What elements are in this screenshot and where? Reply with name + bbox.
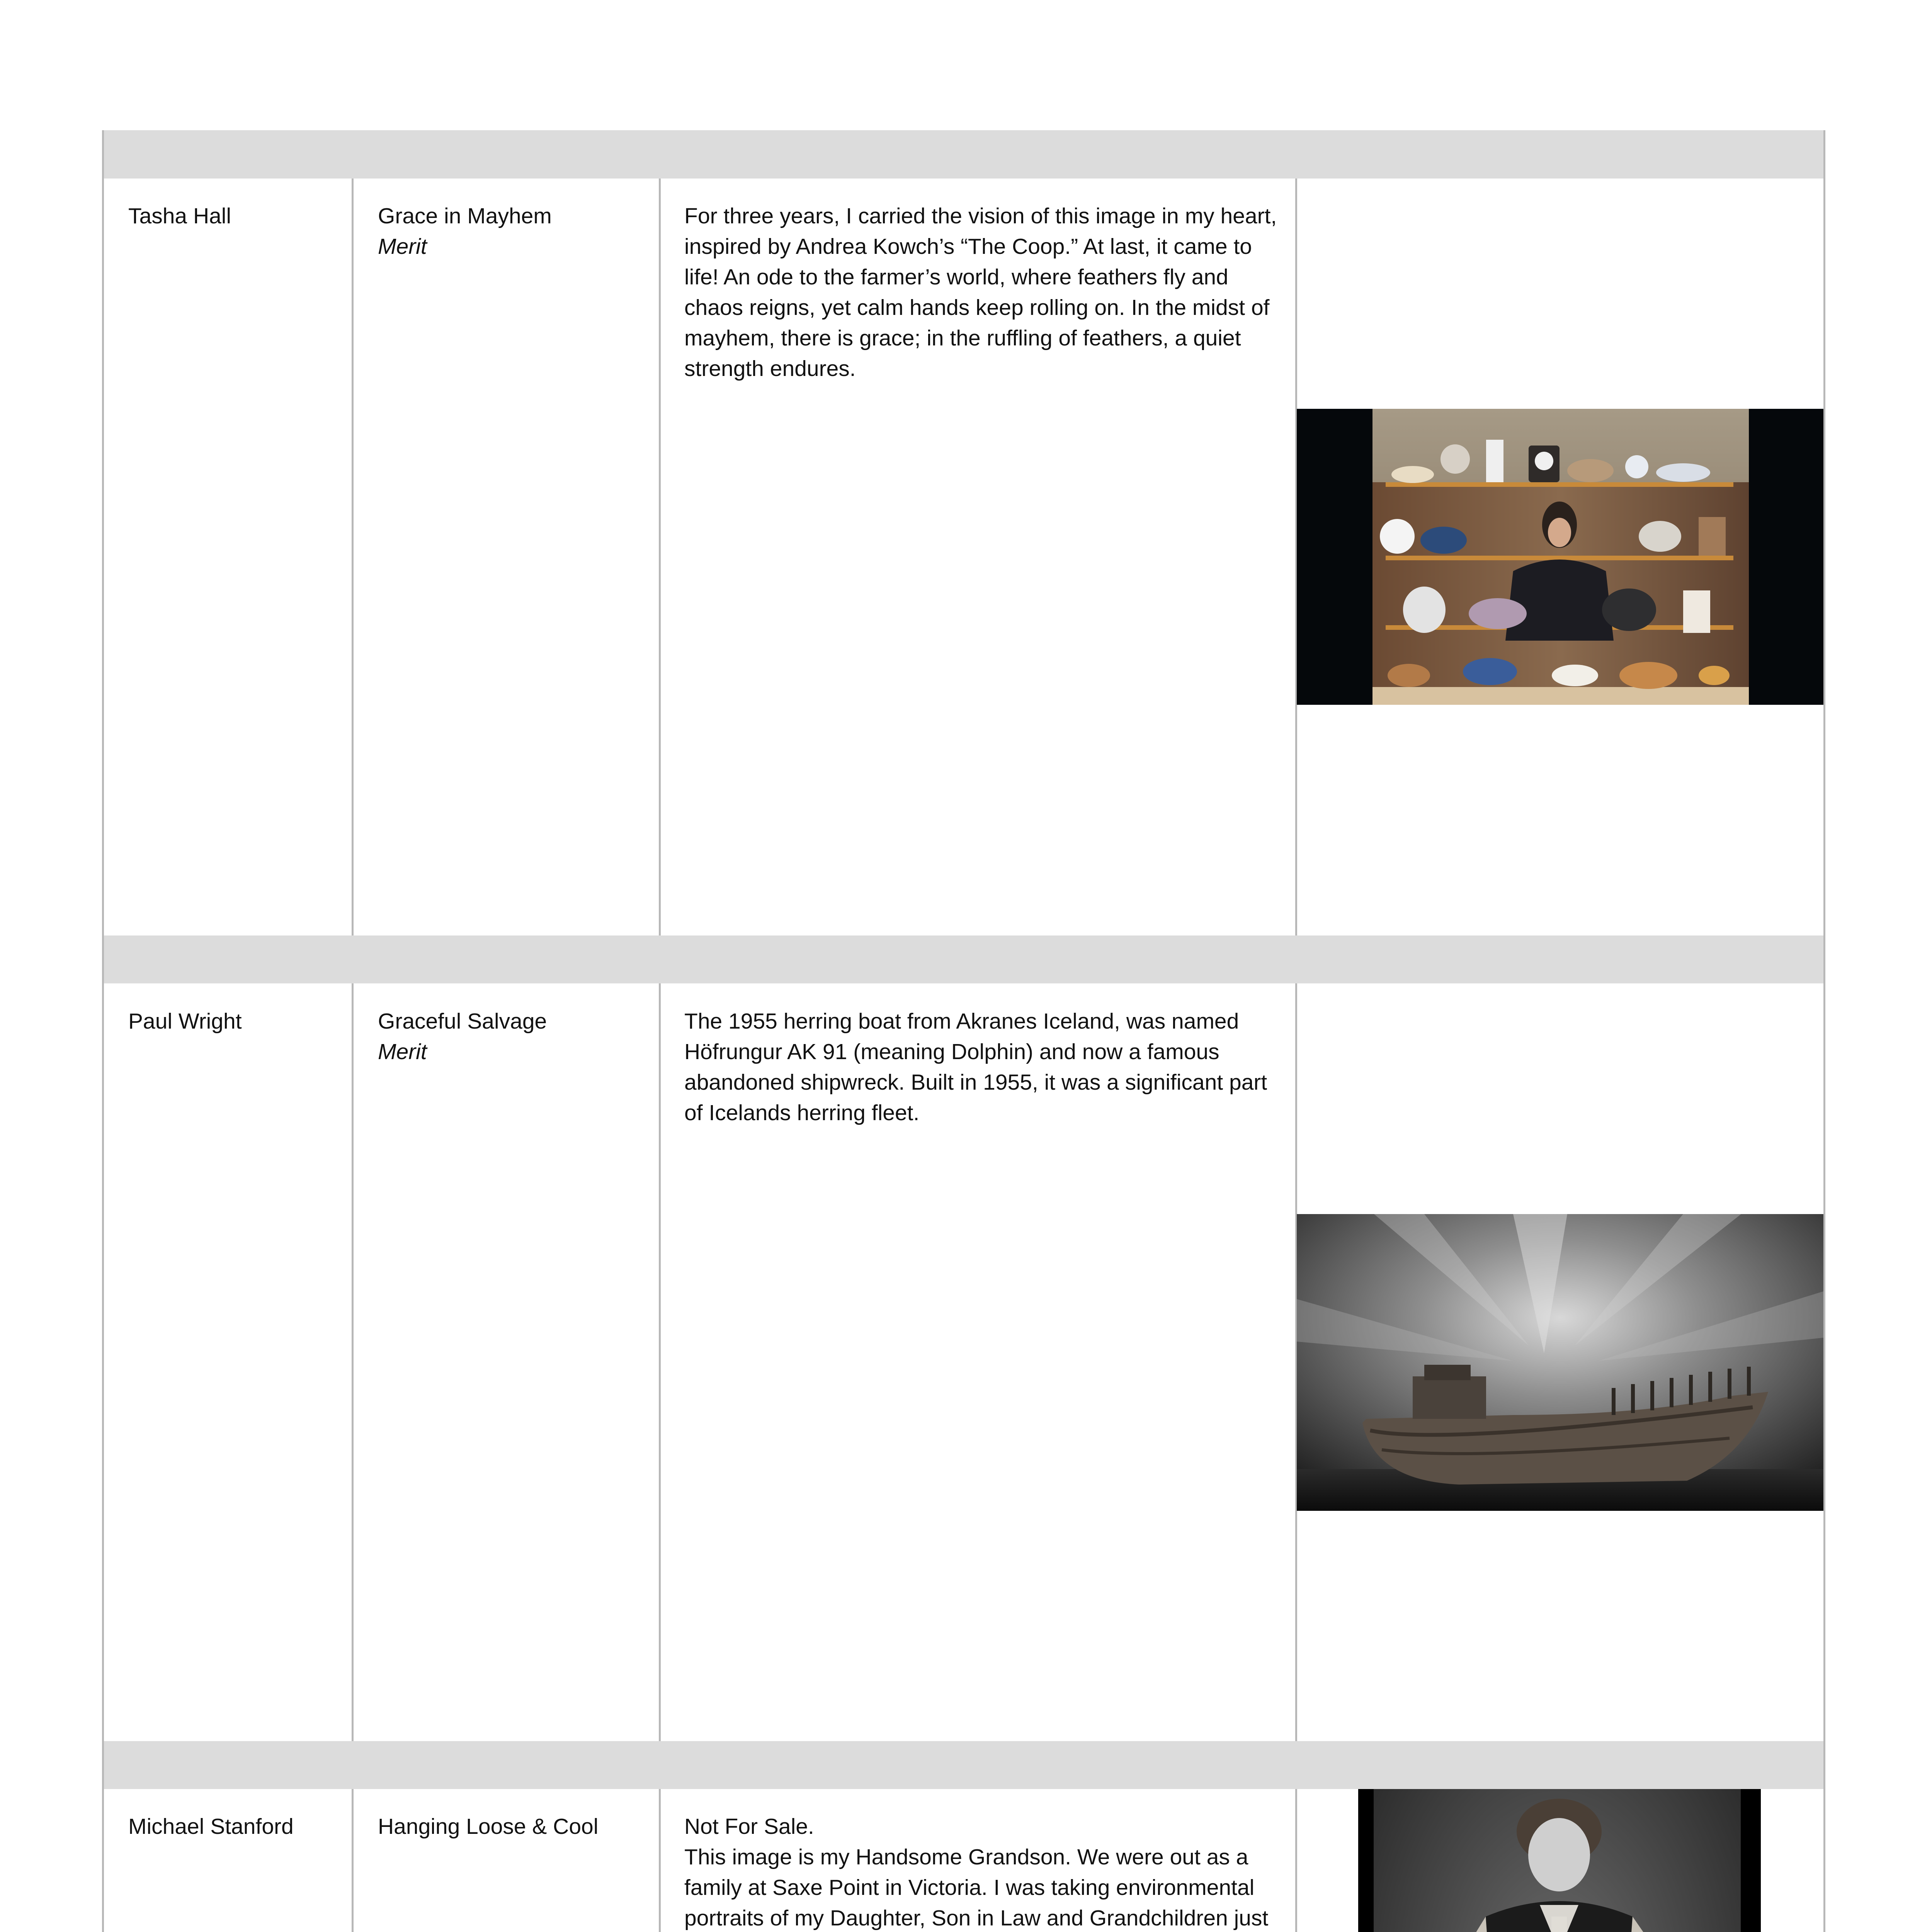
image-title: Grace in Mayhem [378, 204, 552, 228]
image-description: Not For Sale. This image is my Handsome Grandson. We were out as a family at Saxe Point in Victoria. I was taking environmental portraits of my Daughter, Son in Law and Grandchildren just [684, 1814, 1269, 1930]
image-title: Graceful Salvage [378, 1009, 547, 1034]
row-separator [103, 1741, 1825, 1789]
photo-boy-portrait-image [1358, 1789, 1761, 1932]
column-divider [1295, 1789, 1297, 1932]
image-title: Hanging Loose & Cool [378, 1814, 599, 1839]
award-label: Merit [378, 1039, 427, 1064]
image-title-cell [378, 1811, 656, 1842]
photo-graceful-salvage [1297, 1214, 1823, 1511]
column-divider [352, 179, 354, 935]
column-divider [659, 1789, 661, 1932]
image-title-cell [378, 201, 648, 262]
column-divider [659, 983, 661, 1741]
image-title-cell [378, 1006, 648, 1067]
award-label: Merit [378, 234, 427, 259]
photo-hanging-loose-and-cool [1358, 1789, 1761, 1932]
row-separator [103, 130, 1825, 179]
row-separator [103, 935, 1825, 983]
column-divider [659, 179, 661, 935]
table-border-right [1823, 130, 1825, 1932]
photo-kitchen-shelves-image [1297, 409, 1823, 705]
photographer-name: Michael Stanford [128, 1814, 294, 1839]
photo-shipwreck-image [1297, 1214, 1823, 1511]
column-divider [352, 1789, 354, 1932]
image-description: For three years, I carried the vision of this image in my heart, inspired by Andrea Kowch’s “The Coop.” At last, it came to life! An ode to the farmer’s world, where feathers fly and chaos reigns, yet calm hands keep rolling on. In the midst of mayhem, there is grace; in the ruffling of feathers, a quiet strength endures. [684, 204, 1283, 381]
column-divider [352, 983, 354, 1741]
image-description: The 1955 herring boat from Akranes Iceland, was named Höfrungur AK 91 (meaning Dolphin) and now a famous abandoned shipwreck. Built in 1955, it was a significant part of Icelands herring fleet. [684, 1009, 1274, 1125]
photographer-name: Paul Wright [128, 1009, 242, 1034]
table-border-left [102, 130, 104, 1932]
photographer-name: Tasha Hall [128, 204, 231, 228]
photo-grace-in-mayhem [1297, 409, 1823, 705]
